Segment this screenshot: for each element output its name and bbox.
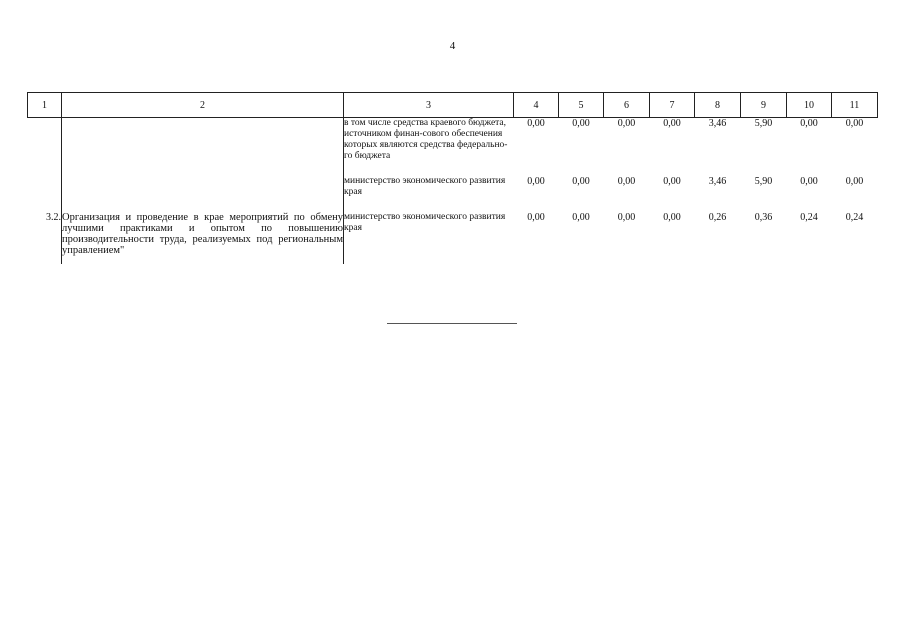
header-cell: 1 [28, 93, 62, 118]
table-row [28, 176, 878, 198]
header-row [28, 93, 878, 118]
header-cell: 10 [787, 93, 832, 118]
value-cell: 0,00 [572, 176, 590, 187]
page-number: 4 [449, 40, 456, 52]
value-cell: 0,00 [617, 176, 636, 187]
value-cell: 0,24 [800, 212, 818, 223]
row-gap [28, 198, 878, 212]
header-cell: 7 [650, 93, 695, 118]
value-cell: 0,00 [572, 212, 590, 223]
value-cell: 5,90 [754, 176, 773, 187]
header-cell: 5 [559, 93, 604, 118]
table-row [28, 212, 878, 256]
row-source: в том числе средства краевого бюджета, источником финан-сового обеспечения которых являются средства федерально-го бюджета [344, 118, 514, 163]
header-cell: 11 [832, 93, 878, 118]
value-cell: 0,26 [708, 212, 727, 223]
row-title [62, 176, 344, 198]
value-cell: 3,46 [708, 176, 727, 187]
row-title [62, 118, 344, 163]
value-cell: 0,36 [754, 212, 773, 223]
header-cell: 2 [62, 93, 344, 118]
value-cell: 0,00 [572, 118, 590, 129]
value-cell: 0,00 [617, 118, 636, 129]
value-cell: 0,00 [527, 118, 545, 129]
row-source: министерство экономического развития края [344, 212, 514, 256]
value-cell: 0,00 [800, 118, 818, 129]
value-cell: 0,00 [845, 176, 864, 187]
budget-table [27, 92, 878, 264]
value-cell: 0,00 [527, 212, 545, 223]
value-cell: 0,00 [663, 118, 681, 129]
row-title: Организация и проведение в крае мероприятий по обмену лучшими практиками и опытом по повышению производительности труда, реализуемых под региональным управлением" [62, 212, 343, 256]
header-cell: 6 [604, 93, 650, 118]
row-number: 3.2. [46, 212, 61, 223]
header-cell: 3 [344, 93, 514, 118]
row-gap [28, 162, 878, 176]
end-separator-line [387, 323, 517, 324]
row-number [28, 118, 62, 163]
value-cell: 0,00 [663, 212, 681, 223]
table-row [28, 118, 878, 163]
header-cell: 4 [514, 93, 559, 118]
row-source: министерство экономического развития края [344, 176, 514, 198]
value-cell: 0,00 [527, 176, 545, 187]
value-cell: 5,90 [754, 118, 773, 129]
row-gap [28, 256, 878, 264]
value-cell: 0,00 [845, 118, 864, 129]
header-cell: 9 [741, 93, 787, 118]
value-cell: 0,00 [663, 176, 681, 187]
header-cell: 8 [695, 93, 741, 118]
value-cell: 3,46 [708, 118, 727, 129]
value-cell: 0,24 [845, 212, 864, 223]
row-number [28, 176, 62, 198]
value-cell: 0,00 [617, 212, 636, 223]
value-cell: 0,00 [800, 176, 818, 187]
